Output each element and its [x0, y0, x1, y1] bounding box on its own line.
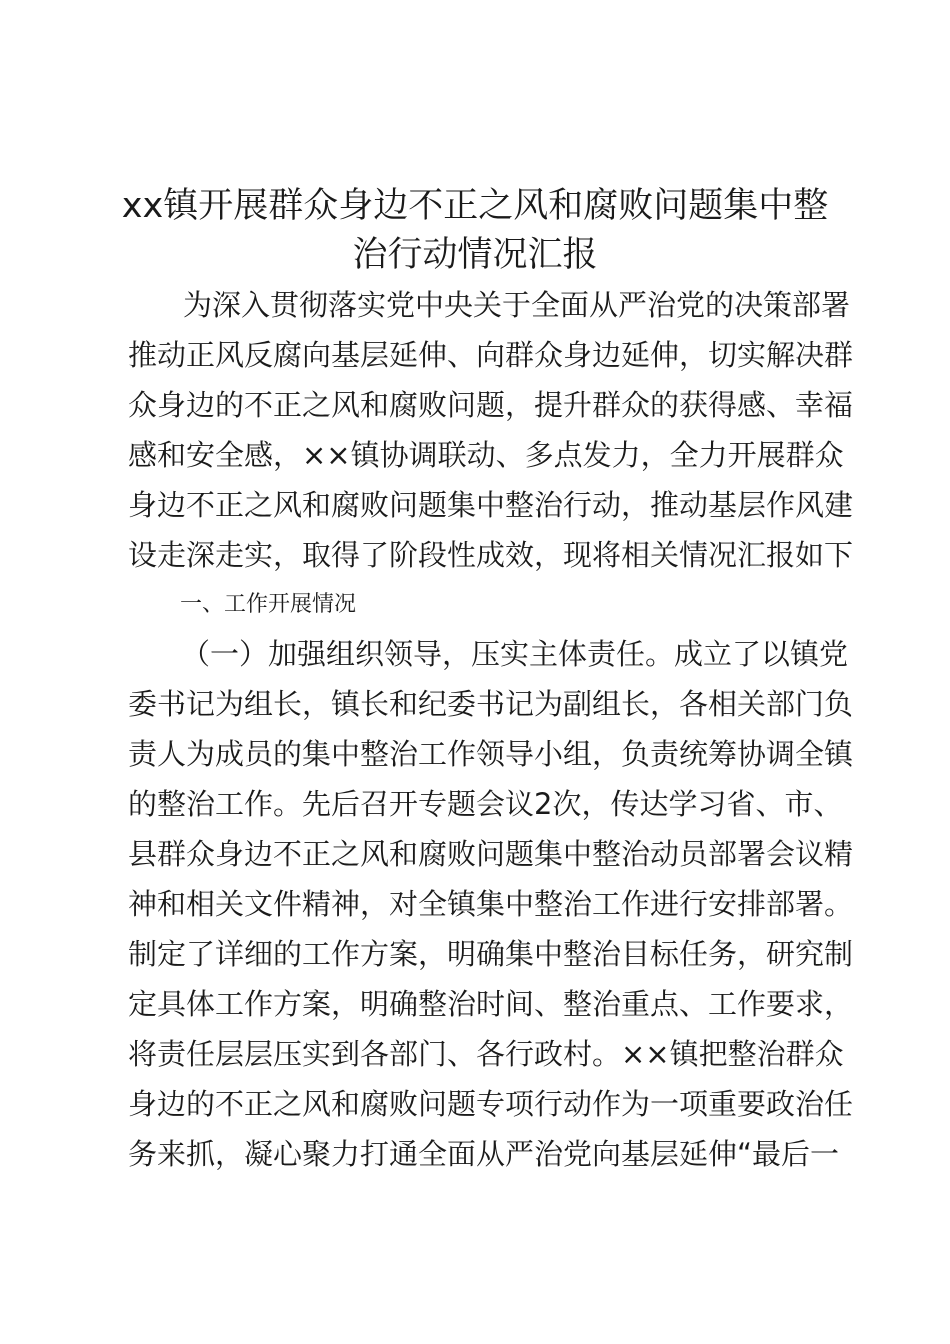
section1-paragraph-line-2: 委书记为组长，镇长和纪委书记为副组长，各相关部门负: [128, 687, 854, 721]
intro-paragraph-line-1: 为深入贯彻落实党中央关于全面从严治党的决策部署: [183, 288, 851, 322]
section1-paragraph-line-1: （一）加强组织领导，压实主体责任。成立了以镇党: [181, 637, 849, 671]
section1-paragraph-line-8: 定具体工作方案，明确整治时间、整治重点、工作要求，: [128, 987, 854, 1021]
section1-paragraph-line-3: 责人为成员的集中整治工作领导小组，负责统筹协调全镇: [128, 737, 854, 771]
section1-paragraph-line-7: 制定了详细的工作方案，明确集中整治目标任务，研究制: [128, 937, 854, 971]
section-heading: 一、工作开展情况: [180, 592, 357, 617]
section1-paragraph-line-6: 神和相关文件精神，对全镇集中整治工作进行安排部署。: [128, 887, 854, 921]
intro-paragraph-line-2: 推动正风反腐向基层延伸、向群众身边延伸，切实解决群: [128, 338, 854, 372]
intro-paragraph-line-4: 感和安全感，××镇协调联动、多点发力，全力开展群众: [128, 438, 844, 472]
section1-paragraph-line-9: 将责任层层压实到各部门、各行政村。××镇把整治群众: [128, 1037, 844, 1071]
intro-paragraph-line-6: 设走深走实，取得了阶段性成效，现将相关情况汇报如下: [128, 538, 854, 572]
section1-paragraph-line-5: 县群众身边不正之风和腐败问题集中整治动员部署会议精: [128, 837, 854, 871]
intro-paragraph-line-5: 身边不正之风和腐败问题集中整治行动，推动基层作风建: [128, 488, 854, 522]
document-title-line-2: 治行动情况汇报: [352, 235, 598, 275]
section1-paragraph-line-11: 务来抓，凝心聚力打通全面从严治党向基层延伸“最后一: [128, 1137, 840, 1171]
section1-paragraph-line-10: 身边的不正之风和腐败问题专项行动作为一项重要政治任: [128, 1087, 854, 1121]
intro-paragraph-line-3: 众身边的不正之风和腐败问题，提升群众的获得感、幸福: [128, 388, 854, 422]
document-title-line-1: xx镇开展群众身边不正之风和腐败问题集中整: [121, 186, 829, 226]
section1-paragraph-line-4: 的整治工作。先后召开专题会议2次，传达学习省、市、: [128, 787, 843, 821]
